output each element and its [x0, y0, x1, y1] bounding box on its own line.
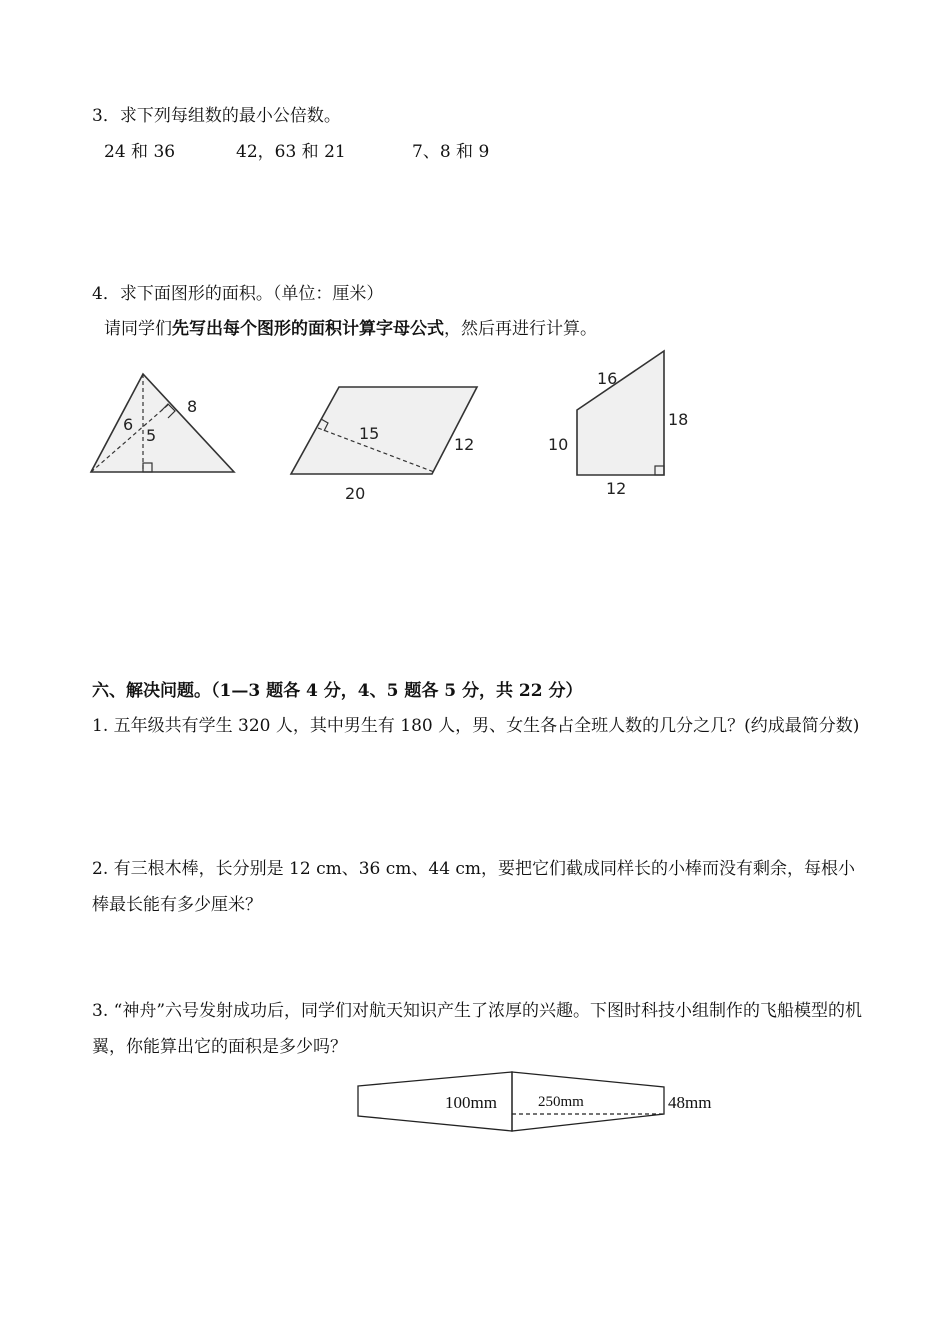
- q3-group-2: 42，63 和 21: [236, 142, 346, 162]
- trapezoid-label-16: 16: [597, 369, 618, 388]
- q4-instruction-suffix: ，然后再进行计算。: [444, 319, 597, 339]
- triangle-label-8: 8: [187, 397, 198, 416]
- triangle-figure: [91, 374, 234, 472]
- section6-heading: 六、解决问题。（1—3 题各 4 分，4、5 题各 5 分，共 22 分）: [92, 681, 583, 701]
- section6-problem-2: 2. 有三根木棒，长分别是 12 cm、36 cm、44 cm，要把它们截成同样长的小棒而没有剩余，每根小棒最长能有多少厘米？: [92, 859, 856, 915]
- triangle-label-5: 5: [146, 426, 157, 445]
- trapezoid-figure: [548, 351, 688, 498]
- parallelogram-label-20: 20: [345, 484, 366, 503]
- q3-group-3: 7、8 和 9: [412, 142, 490, 162]
- q4-title: 4．求下面图形的面积。（单位：厘米）: [92, 284, 384, 304]
- section6-problem-1: 1. 五年级共有学生 320 人，其中男生有 180 人，男、女生各占全班人数的几分之几？(约成最简分数): [92, 716, 860, 736]
- parallelogram-label-12: 12: [454, 435, 475, 454]
- q3-title: 3．求下列每组数的最小公倍数。: [92, 106, 341, 126]
- trapezoid-label-18: 18: [668, 410, 689, 429]
- wing-figure: [358, 1072, 711, 1131]
- section6-problem-3: 3. “神舟”六号发射成功后，同学们对航天知识产生了浓厚的兴趣。下图时科技小组制作的飞船模型的机翼，你能算出它的面积是多少吗？: [92, 1001, 863, 1057]
- q4-instruction-bold: 先写出每个图形的面积计算字母公式: [172, 319, 444, 339]
- parallelogram-figure: [291, 387, 477, 503]
- wing-label-100mm: 100mm: [445, 1093, 497, 1112]
- trapezoid-label-12: 12: [606, 479, 627, 498]
- trapezoid-label-10: 10: [548, 435, 569, 454]
- triangle-label-6: 6: [123, 415, 134, 434]
- q3-group-1: 24 和 36: [104, 142, 176, 162]
- parallelogram-label-15: 15: [359, 424, 380, 443]
- wing-label-48mm: 48mm: [668, 1093, 712, 1112]
- q4-instruction-prefix: 请同学们: [104, 319, 172, 339]
- wing-label-250mm: 250mm: [538, 1094, 584, 1110]
